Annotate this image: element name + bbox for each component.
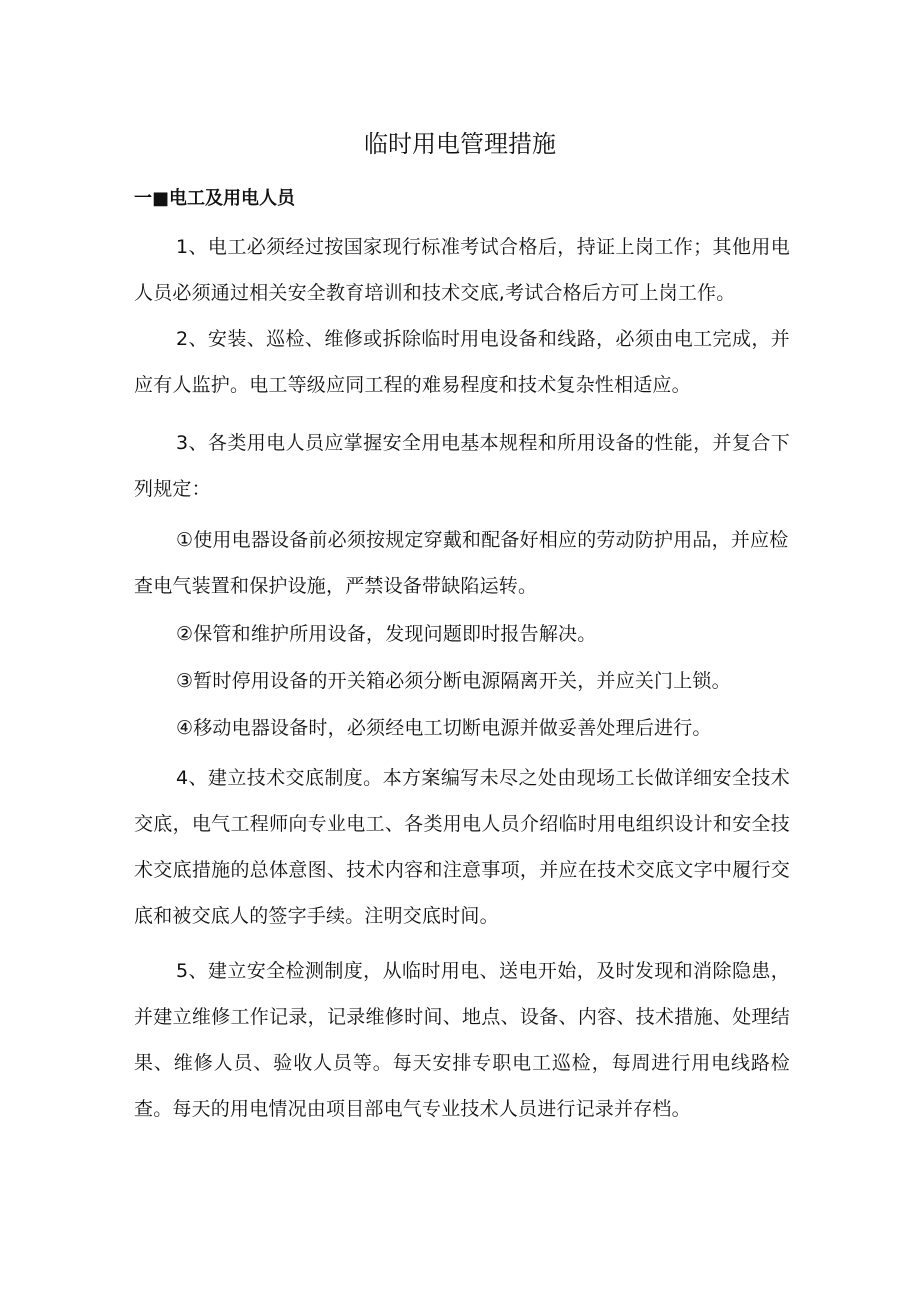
paragraph-3: 3、各类用电人员应掌握安全用电基本规程和所用设备的性能，并复合下列规定： bbox=[134, 432, 790, 500]
paragraph-5: 5、建立安全检测制度，从临时用电、送电开始，及时发现和消除隐患，并建立维修工作记录，记录维修时间、地点、设备、内容、技术措施、处理结果、维修人员、验收人员等。每天安排专职电工巡检，每周进行用电线路检查。每天的用电情况由项目部电气专业技术人员进行记录并存档。 bbox=[134, 960, 790, 1120]
page-title: 临时用电管理措施 bbox=[364, 130, 556, 158]
paragraph-4: 4、建立技术交底制度。本方案编写未尽之处由现场工长做详细安全技术交底，电气工程师向专业电工、各类用电人员介绍临时用电组织设计和安全技术交底措施的总体意图、技术内容和注意事项，并应在技术交底文字中履行交底和被交底人的签字手续。注明交底时间。 bbox=[134, 767, 790, 927]
sub-item-2: ②保管和维护所用设备，发现问题即时报告解决。 bbox=[176, 623, 597, 645]
section-heading: 一■电工及用电人员 bbox=[134, 188, 296, 209]
sub-item-3: ③暂时停用设备的开关箱必须分断电源隔离开关，并应关门上锁。 bbox=[176, 670, 731, 692]
paragraph-1: 1、电工必须经过按国家现行标准考试合格后，持证上岗工作；其他用电人员必须通过相关安全教育培训和技术交底,考试合格后方可上岗工作。 bbox=[134, 236, 790, 304]
sub-item-1: ①使用电器设备前必须按规定穿戴和配备好相应的劳动防护用品，并应检查电气装置和保护设施，严禁设备带缺陷运转。 bbox=[134, 529, 789, 597]
paragraph-2: 2、安装、巡检、维修或拆除临时用电设备和线路，必须由电工完成，并应有人监护。电工等级应同工程的难易程度和技术复杂性相适应。 bbox=[134, 328, 790, 396]
sub-item-4: ④移动电器设备时，必须经电工切断电源并做妥善处理后进行。 bbox=[176, 717, 712, 739]
